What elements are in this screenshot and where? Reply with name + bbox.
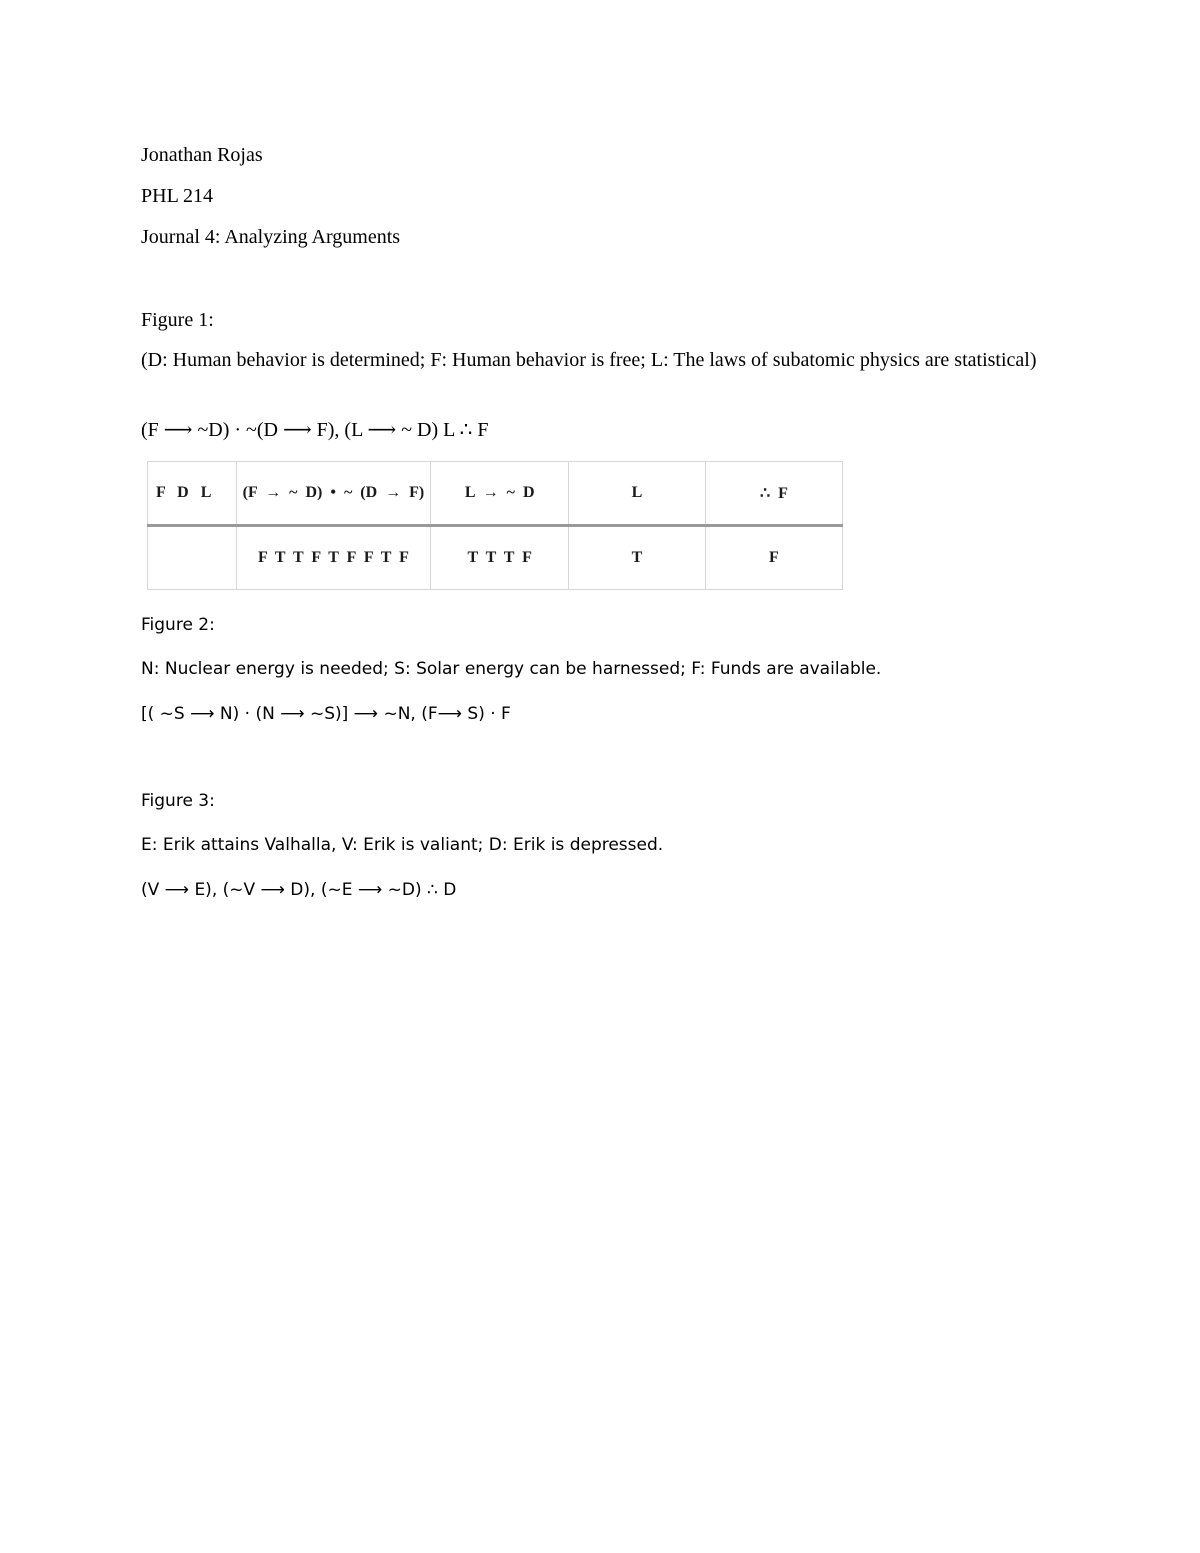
truth-table-header-cell: (F → ~ D) • ~ (D → F) bbox=[236, 462, 431, 526]
figure2-label: Figure 2: bbox=[141, 615, 215, 635]
figure1-label: Figure 1: bbox=[141, 309, 214, 331]
figure2-formula: [( ~S ⟶ N) · (N ⟶ ~S)] ⟶ ~N, (F⟶ S) · F bbox=[141, 704, 511, 724]
truth-table-cell: T bbox=[569, 526, 706, 590]
truth-table-header-row bbox=[148, 462, 843, 526]
course-code: PHL 214 bbox=[141, 185, 214, 207]
truth-table-cell: F bbox=[705, 526, 842, 590]
figure3-key: E: Erik attains Valhalla, V: Erik is valiant; D: Erik is depressed. bbox=[141, 835, 664, 855]
figure1-key: (D: Human behavior is determined; F: Human behavior is free; L: The laws of subatomic physics are statistical) bbox=[141, 349, 1037, 371]
figure3-label: Figure 3: bbox=[141, 791, 215, 811]
truth-table-cell: F T T F T F F T F bbox=[236, 526, 431, 590]
truth-table-row bbox=[148, 526, 843, 590]
figure3-formula: (V ⟶ E), (~V ⟶ D), (~E ⟶ ~D) ∴ D bbox=[141, 880, 457, 900]
author-name: Jonathan Rojas bbox=[141, 144, 263, 166]
truth-table-cell: T T T F bbox=[431, 526, 569, 590]
truth-table-header-cell: ∴ F bbox=[705, 462, 842, 526]
figure2-key: N: Nuclear energy is needed; S: Solar energy can be harnessed; F: Funds are available. bbox=[141, 659, 882, 679]
truth-table-header-cell: L bbox=[569, 462, 706, 526]
truth-table-header-cell: L → ~ D bbox=[431, 462, 569, 526]
truth-table bbox=[147, 461, 843, 590]
truth-table-cell bbox=[148, 526, 237, 590]
truth-table-header-cell: F D L bbox=[148, 462, 237, 526]
figure1-formula: (F ⟶ ~D) · ~(D ⟶ F), (L ⟶ ~ D) L ∴ F bbox=[141, 419, 489, 441]
assignment-title: Journal 4: Analyzing Arguments bbox=[141, 226, 401, 248]
